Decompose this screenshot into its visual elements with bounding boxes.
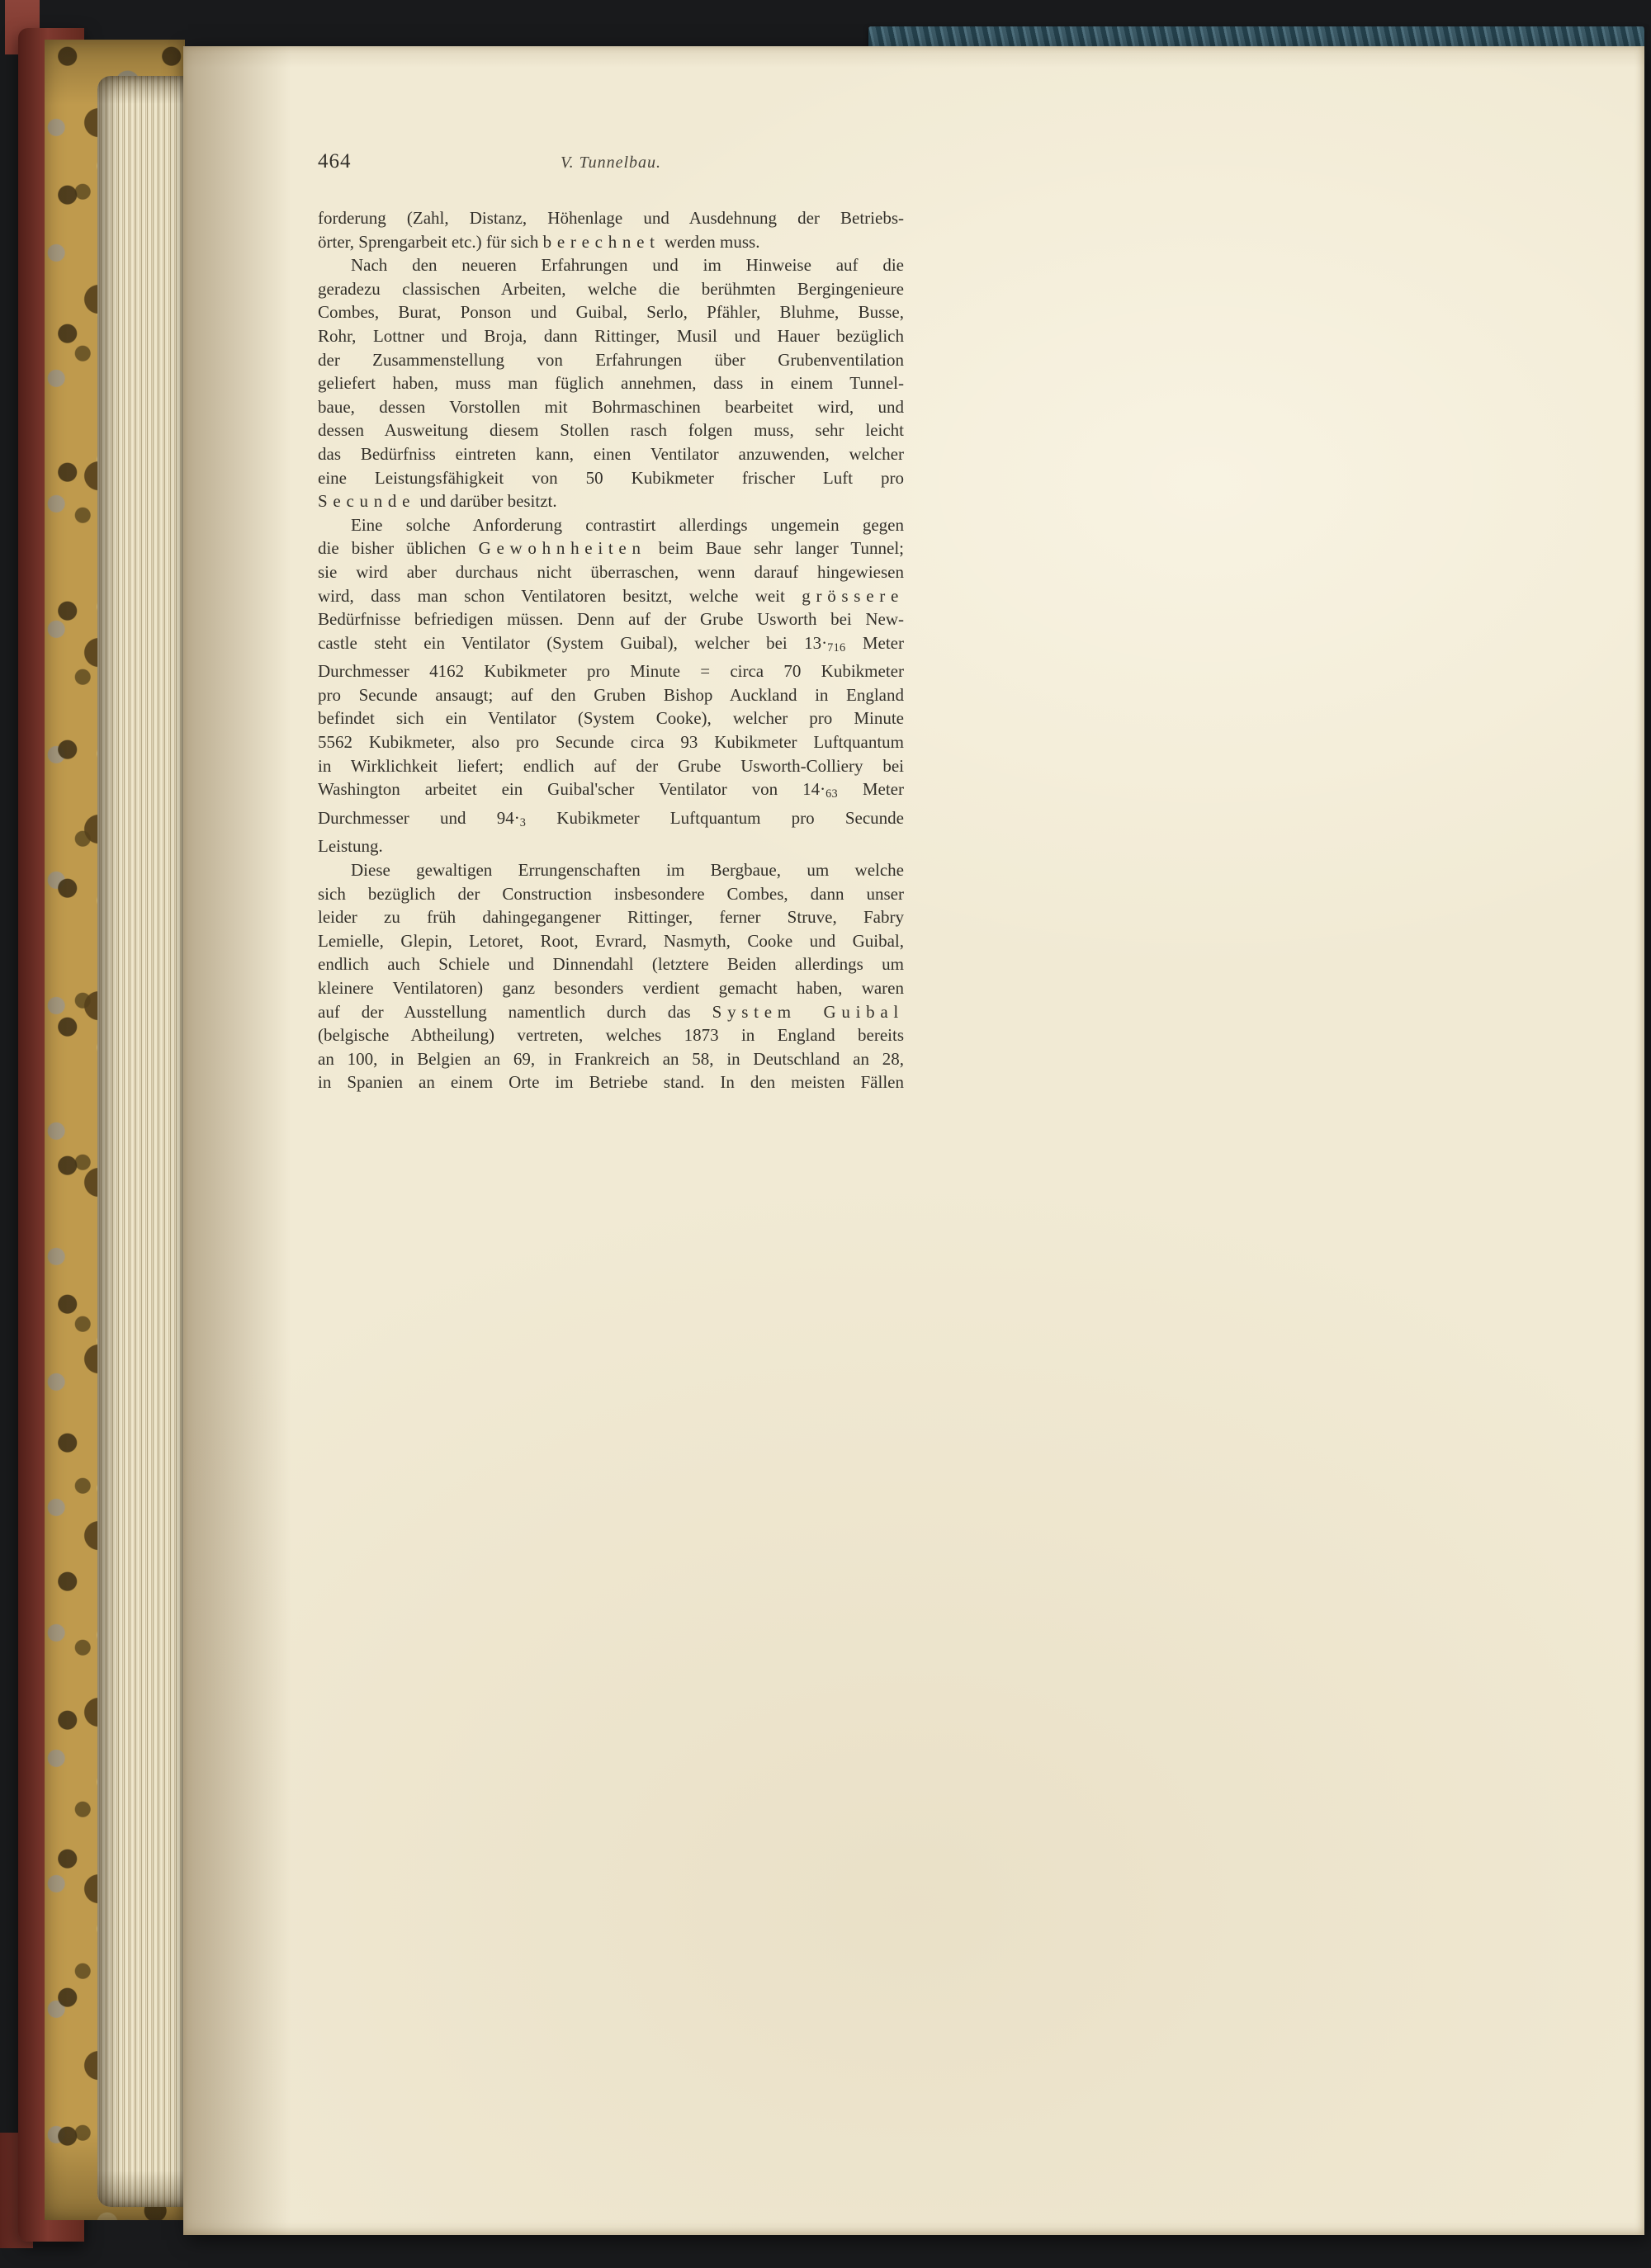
text-line [318,905,904,929]
emphasized-spaced-text: Secunde [318,491,416,512]
text-segment: Meter [837,779,904,800]
text-line [318,1000,904,1024]
decimal-subscript: 3 [519,815,527,829]
text-segment: baue, dessen Vorstollen mit Bohrmaschinen bearbeitet wird, und [318,396,904,417]
text-line [318,1047,904,1071]
text-line [318,206,904,230]
text-segment: Rohr, Lottner und Broja, dann Rittinger, Musil und Hauer bezüglich [318,325,904,346]
paragraph [318,513,904,858]
text-line [318,442,904,466]
text-segment: leider zu früh dahingegangener Rittinger, ferner Struve, Fabry [318,907,904,928]
text-line [318,536,904,560]
text-segment: geradezu classischen Arbeiten, welche die berühmten Bergingenieure [318,278,904,299]
text-segment: sie wird aber durchaus nicht überraschen, wenn darauf hingewiesen [318,561,904,582]
text-line [318,466,904,490]
text-line [318,300,904,324]
text-segment: Durchmesser 4162 Kubikmeter pro Minute = circa 70 Kubikmeter [318,661,904,682]
text-segment: sich bezüglich der Construction insbesondere Combes, dann unser [318,883,904,904]
text-segment: beim Baue sehr langer Tunnel; [646,538,904,559]
text-segment: der Zusammenstellung von Erfahrungen über Grubenventilation [318,349,904,370]
text-line [318,253,904,277]
running-header: V. Tunnelbau. [560,154,662,172]
text-line [318,1070,904,1094]
text-segment: befindet sich ein Ventilator (System Cooke), welcher pro Minute [318,708,904,729]
text-segment: Leistung. [318,836,383,857]
text-segment: Kubikmeter Luftquantum pro Secunde [526,807,904,828]
text-segment: pro Secunde ansaugt; auf den Gruben Bishop Auckland in England [318,684,904,705]
text-segment: Washington arbeitet ein Guibal'scher Ventilator von 14· [318,779,826,800]
text-segment: in Wirklichkeit liefert; endlich auf der Grube Usworth-Colliery bei [318,755,904,776]
body-text [318,206,904,1094]
emphasized-spaced-text: Gewohnheiten [478,538,646,559]
text-line [318,659,904,683]
text-segment: Lemielle, Glepin, Letoret, Root, Evrard, Nasmyth, Cooke und Guibal, [318,930,904,951]
text-segment: Diese gewaltigen Errungenschaften im Bergbaue, um welche [351,860,904,881]
text-line [318,754,904,778]
emphasized-spaced-text: System Guibal [712,1001,904,1022]
text-line [318,418,904,442]
page-header [318,150,904,177]
text-line [318,952,904,976]
text-segment: das Bedürfniss eintreten kann, einen Ventilator anzuwenden, welcher [318,443,904,464]
emphasized-spaced-text: grössere [802,585,904,606]
text-segment: (belgische Abtheilung) vertreten, welches 1873 in England bereits [318,1025,904,1046]
text-line [318,560,904,584]
decimal-subscript: 716 [827,640,846,654]
text-segment: die bisher üblichen [318,538,479,559]
text-segment: Eine solche Anforderung contrastirt allerdings ungemein gegen [351,514,904,535]
page-number: 464 [318,150,352,172]
text-line [318,607,904,631]
paragraph [318,206,904,253]
paragraph [318,858,904,1094]
text-block [318,150,904,1094]
text-line [318,584,904,608]
text-segment: in Spanien an einem Orte im Betriebe stand. In den meisten Fällen [318,1072,904,1093]
decimal-subscript: 63 [826,787,838,801]
text-segment: kleinere Ventilatoren) ganz besonders verdient gemacht haben, waren [318,978,904,998]
emphasized-spaced-text: berechnet [542,231,660,252]
text-segment: forderung (Zahl, Distanz, Höhenlage und Ausdehnung der Betriebs- [318,208,904,228]
text-segment: castle steht ein Ventilator (System Guibal), welcher bei 13· [318,632,828,653]
text-segment: örter, Sprengarbeit etc.) für sich [318,231,543,252]
text-line [318,513,904,537]
text-line [318,834,904,858]
text-line [318,395,904,419]
text-segment: endlich auch Schiele und Dinnendahl (letztere Beiden allerdings um [318,954,904,975]
text-segment: auf der Ausstellung namentlich durch das [318,1001,712,1022]
text-segment: wird, dass man schon Ventilatoren besitzt, welche weit [318,585,802,606]
text-line [318,348,904,372]
text-segment: Combes, Burat, Ponson und Guibal, Serlo, Pfähler, Bluhme, Busse, [318,302,904,323]
paragraph [318,253,904,513]
page-edge-stack [97,76,185,2207]
text-segment: Nach den neueren Erfahrungen und im Hinweise auf die [351,255,904,276]
text-segment: an 100, in Belgien an 69, in Frankreich an 58, in Deutschland an 28, [318,1048,904,1069]
text-segment: Bedürfnisse befriedigen müssen. Denn auf der Grube Usworth bei New- [318,609,904,630]
text-line [318,882,904,906]
text-segment: 5562 Kubikmeter, also pro Secunde circa 93 Kubikmeter Luftquantum [318,732,904,753]
text-line [318,489,904,513]
text-line [318,706,904,730]
gutter-shadow [183,46,291,2235]
text-line [318,277,904,301]
text-line [318,858,904,882]
text-line [318,230,904,254]
text-segment: geliefert haben, muss man füglich annehmen, dass in einem Tunnel- [318,373,904,394]
text-line [318,929,904,953]
text-line [318,324,904,348]
text-segment: und darüber besitzt. [415,491,557,512]
text-segment: Durchmesser und 94· [318,807,520,828]
text-line [318,777,904,806]
text-segment: Meter [845,632,904,653]
text-line [318,1023,904,1047]
text-line [318,730,904,754]
text-line [318,631,904,660]
text-segment: eine Leistungsfähigkeit von 50 Kubikmeter frischer Luft pro [318,467,904,488]
text-line [318,371,904,395]
text-line [318,683,904,707]
text-segment: werden muss. [660,231,760,252]
book-page [183,46,1644,2235]
text-line [318,976,904,1000]
text-segment: dessen Ausweitung diesem Stollen rasch folgen muss, sehr leicht [318,420,904,441]
text-line [318,806,904,835]
